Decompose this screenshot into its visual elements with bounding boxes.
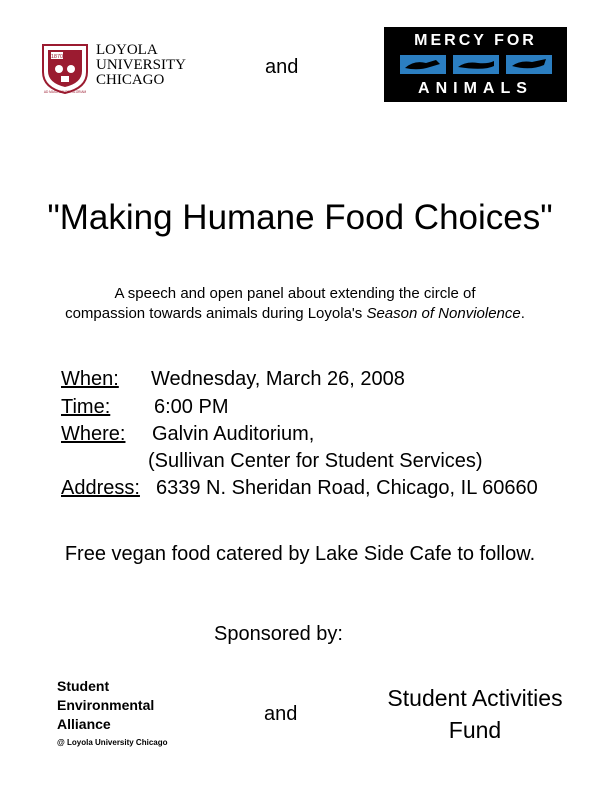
seal-motto: AD MAIOREM DEI GLORIAM (43, 90, 87, 94)
when-label: When: (61, 368, 119, 390)
student-activities-fund: Student Activities Fund (387, 685, 563, 743)
time-label: Time: (61, 396, 111, 418)
svg-text:1870: 1870 (50, 54, 64, 60)
where-label: Where: (61, 423, 126, 445)
and-connector-bottom: and (264, 703, 298, 725)
time-row (61, 396, 581, 422)
mfa-line1: MERCY FOR (414, 32, 537, 49)
sponsored-by-heading: Sponsored by: (214, 623, 343, 645)
time-value: 6:00 PM (154, 396, 229, 418)
address-label: Address: (61, 477, 140, 499)
loyola-university-logo (40, 38, 210, 96)
loyola-name: LOYOLA UNIVERSITY CHICAGO (96, 42, 186, 88)
student-environmental-alliance-logo: Student Environmental Alliance @ Loyola University Chicago (57, 678, 168, 747)
season-of-nonviolence: Season of Nonviolence (366, 305, 521, 322)
event-title: "Making Humane Food Choices" (47, 198, 553, 237)
where-value-line2: (Sullivan Center for Student Services) (148, 450, 483, 472)
when-row (61, 368, 581, 394)
event-description: A speech and open panel about extending the circle of compassion towards animals during Loyola's Season of Nonviolence. (65, 285, 525, 322)
sponsor1-affiliation: @ Loyola University Chicago (57, 738, 168, 747)
where-value: Galvin Auditorium, (152, 423, 315, 445)
when-value: Wednesday, March 26, 2008 (151, 368, 405, 390)
mfa-line2: ANIMALS (418, 80, 533, 97)
address-value: 6339 N. Sheridan Road, Chicago, IL 60660 (156, 477, 538, 499)
where-row (61, 423, 581, 449)
free-food-note: Free vegan food catered by Lake Side Cafe to follow. (64, 543, 536, 565)
address-row (61, 477, 591, 503)
mercy-for-animals-logo (384, 27, 567, 102)
animal-silhouettes-icon (400, 55, 552, 74)
and-connector-top: and (265, 56, 299, 78)
loyola-seal-icon (40, 42, 90, 94)
